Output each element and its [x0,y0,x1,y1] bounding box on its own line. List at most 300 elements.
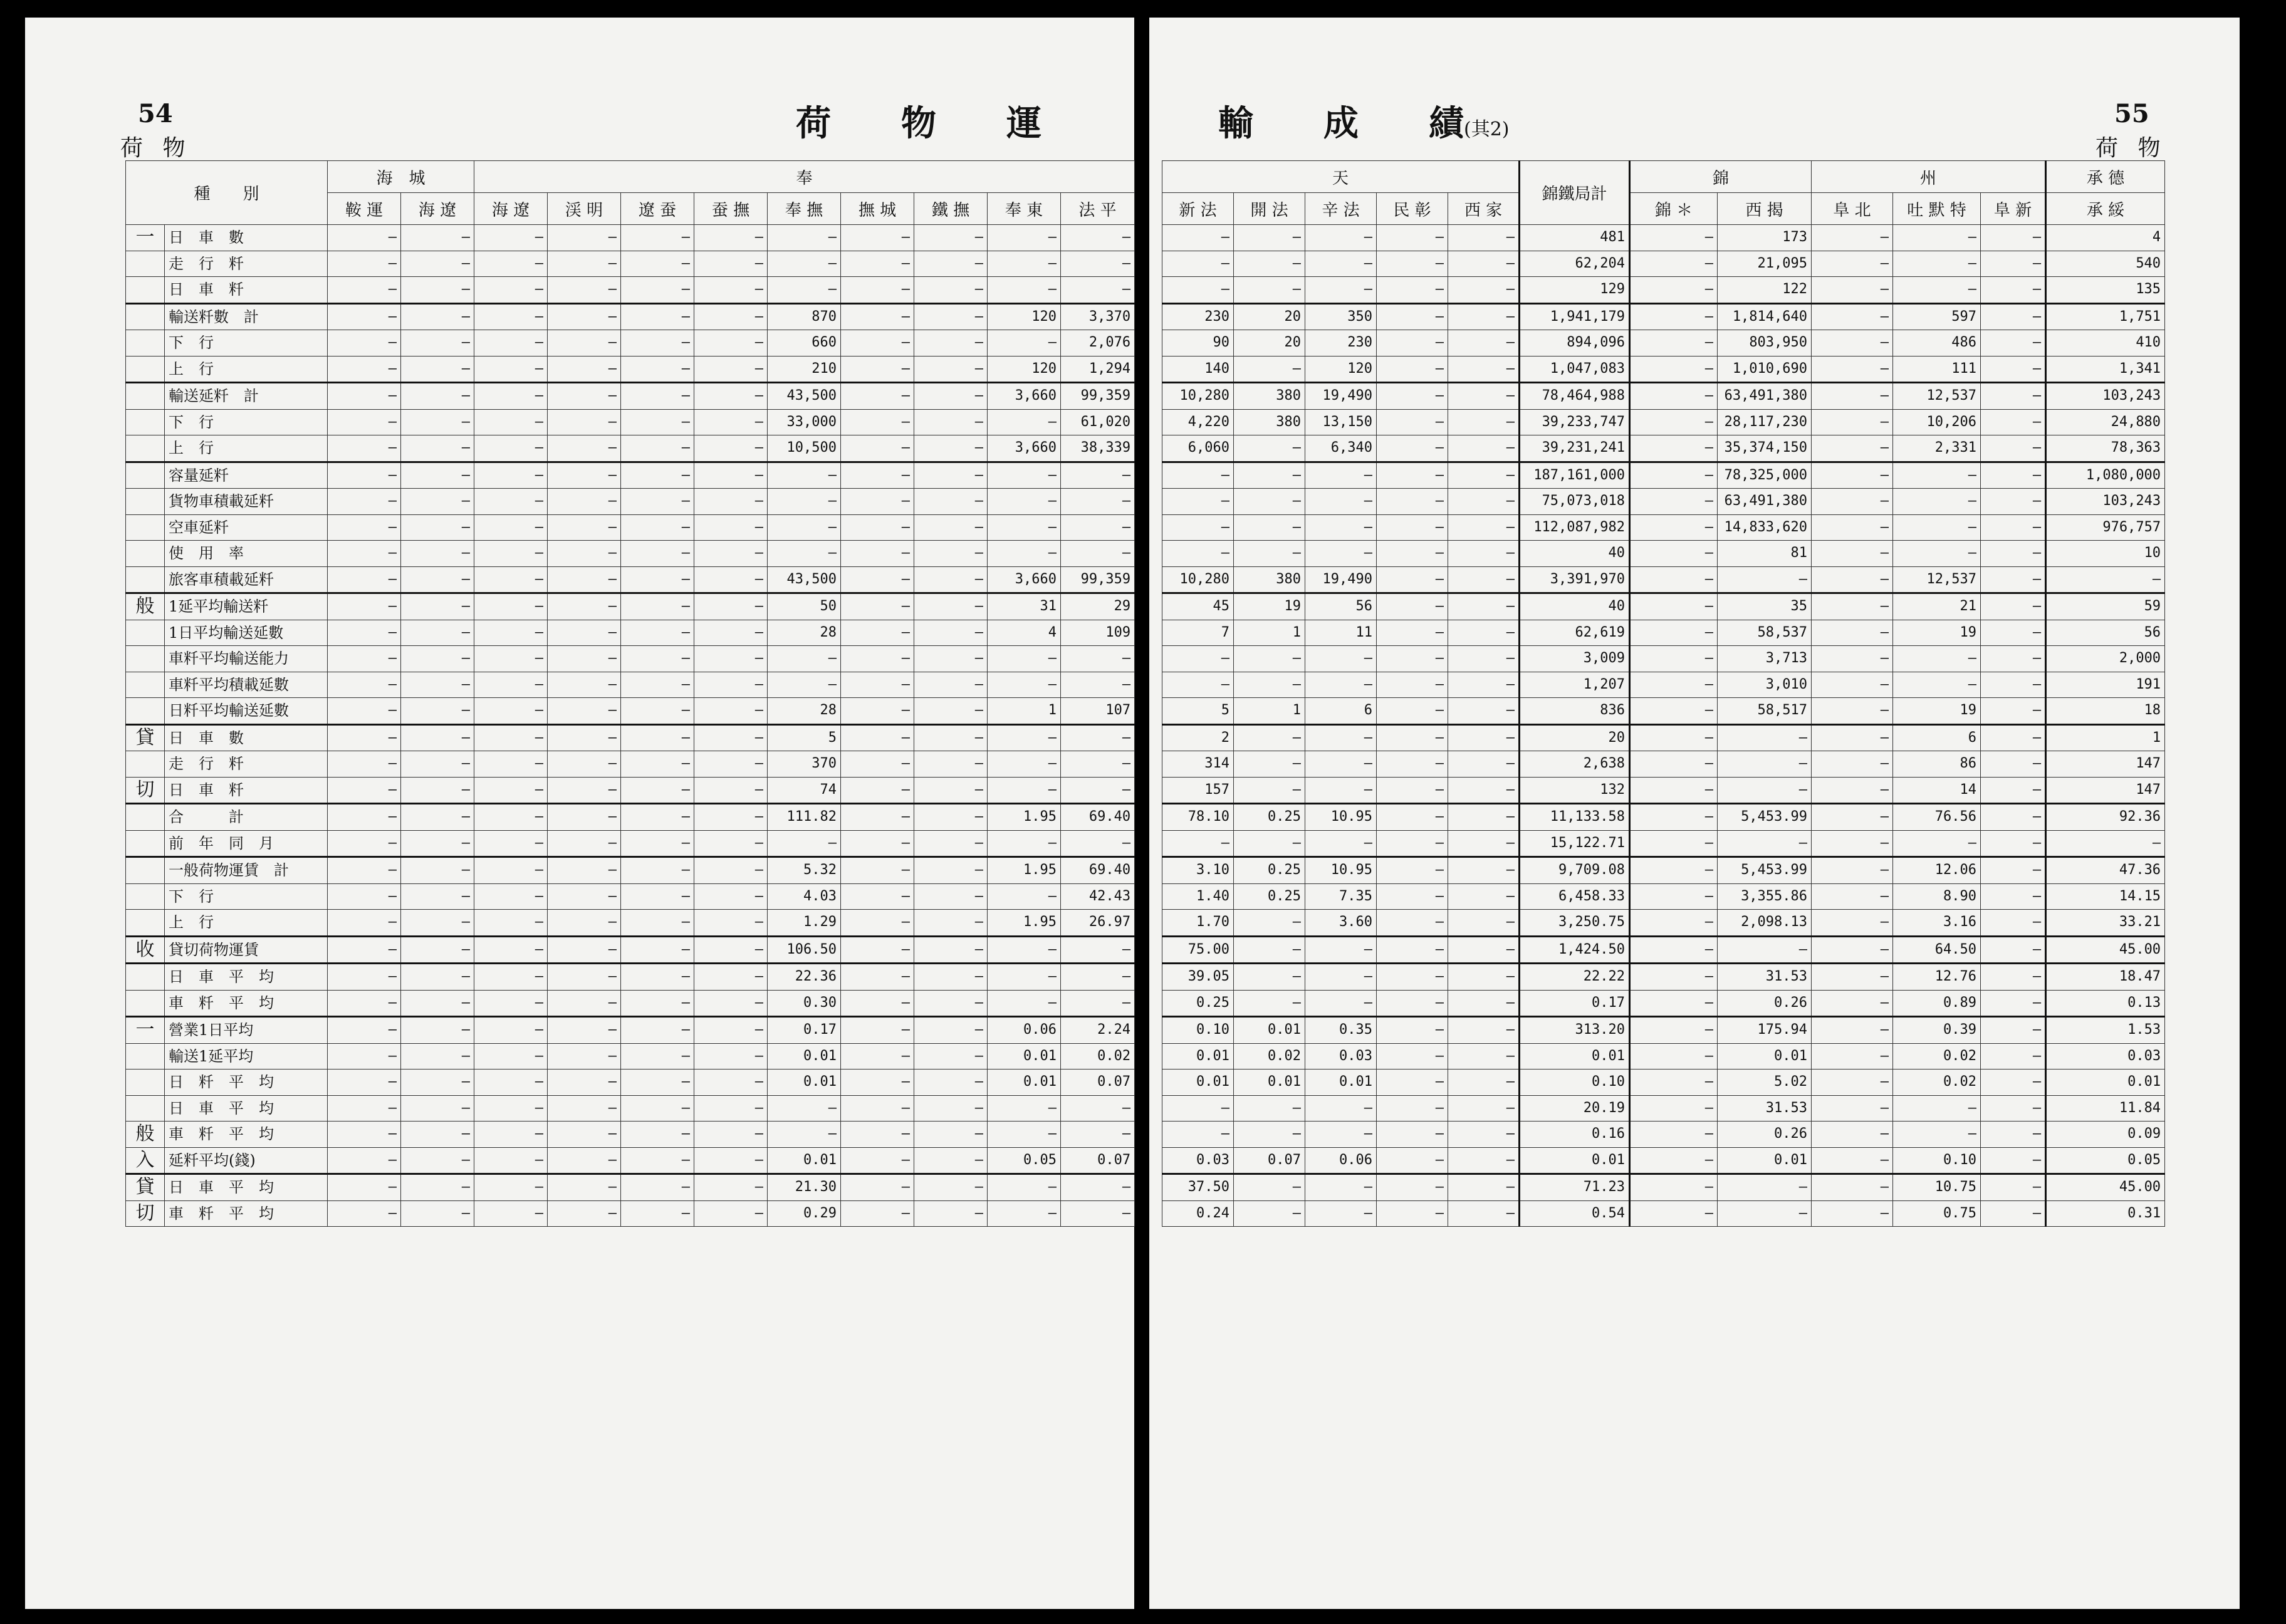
data-cell: — [914,672,988,698]
data-cell: — [1448,489,1520,515]
data-cell: — [548,698,621,725]
data-cell: — [548,804,621,831]
data-cell: — [1061,672,1135,698]
data-cell: — [474,672,548,698]
data-cell: — [768,462,841,489]
data-cell: — [1630,936,1718,964]
data-cell: — [1377,356,1448,383]
column-header: 承 綏 [2046,193,2165,225]
data-cell: 11,133.58 [1520,804,1630,831]
data-cell: 18.47 [2046,964,2165,991]
right-title-suffix: (其2) [1464,118,1510,140]
data-cell: — [474,1200,548,1227]
data-cell: — [1234,724,1305,751]
data-cell: — [1630,1017,1718,1044]
data-cell: — [1981,990,2046,1017]
data-cell: 135 [2046,277,2165,304]
data-cell: 0.75 [1893,1200,1981,1227]
table-row [1162,672,2165,698]
data-cell: 14.15 [2046,883,2165,910]
data-cell: — [621,462,694,489]
data-cell: — [401,620,474,646]
data-cell: — [1234,672,1305,698]
data-cell: 31.53 [1718,1095,1812,1122]
data-cell: — [548,646,621,672]
data-cell: — [328,830,401,857]
table-row [1162,751,2165,778]
data-cell: — [401,541,474,567]
data-cell: — [474,356,548,383]
data-cell: — [914,1200,988,1227]
data-cell: — [1162,646,1234,672]
data-cell: — [1061,514,1135,541]
table-row [1162,1200,2165,1227]
table-row [126,566,1135,593]
data-cell: — [1377,1017,1448,1044]
row-group-label [126,751,165,778]
data-cell: — [328,883,401,910]
row-group-label: 貸 [126,1174,165,1201]
data-cell: — [548,672,621,698]
data-cell: — [694,698,768,725]
header-category: 種 別 [126,161,328,225]
data-cell: — [1630,724,1718,751]
data-cell: — [1981,277,2046,304]
data-cell: 0.01 [1162,1070,1234,1096]
data-cell: — [694,910,768,937]
data-cell: — [621,303,694,330]
data-cell: — [1981,698,2046,725]
data-cell: 3.10 [1162,857,1234,884]
data-cell: — [474,303,548,330]
data-cell: — [768,672,841,698]
header-chengde: 承 德 [2046,161,2165,193]
data-cell: — [1061,990,1135,1017]
row-group-label [126,251,165,277]
data-cell: 3,370 [1061,303,1135,330]
data-cell: — [1812,1122,1893,1148]
data-cell: — [1162,489,1234,515]
data-cell: — [914,1147,988,1174]
data-cell: 90 [1162,330,1234,357]
data-cell: — [1630,804,1718,831]
table-row [126,672,1135,698]
row-group-label: 收 [126,936,165,964]
data-cell: — [1981,383,2046,410]
data-cell: — [1377,990,1448,1017]
data-cell: — [1448,990,1520,1017]
data-cell: — [1061,646,1135,672]
data-cell: — [694,1095,768,1122]
column-header: 新 法 [1162,193,1234,225]
data-cell: — [1981,1043,2046,1070]
data-cell: — [1981,1095,2046,1122]
data-cell: 0.13 [2046,990,2165,1017]
data-cell: 31.53 [1718,964,1812,991]
data-cell: — [328,804,401,831]
table-row [126,383,1135,410]
data-cell: — [1630,541,1718,567]
data-cell: 12,537 [1893,383,1981,410]
data-cell: — [1630,777,1718,804]
header-jinzhou-total: 錦鐵局計 [1520,161,1630,225]
row-group-label [126,462,165,489]
data-cell: — [1630,462,1718,489]
data-cell: 0.17 [768,1017,841,1044]
data-cell: — [914,964,988,991]
data-cell: 0.89 [1893,990,1981,1017]
data-cell: — [841,303,914,330]
data-cell: — [988,514,1061,541]
data-cell: — [1305,251,1377,277]
data-cell: — [914,330,988,357]
table-row [126,910,1135,937]
data-cell: 7.35 [1305,883,1377,910]
data-cell: — [474,1043,548,1070]
data-cell: — [1630,1174,1718,1201]
row-label: 車 粁 平 均 [165,990,328,1017]
data-cell: — [1812,672,1893,698]
data-cell: — [841,1095,914,1122]
data-cell: — [1981,593,2046,620]
data-cell: 0.03 [1162,1147,1234,1174]
data-cell: 370 [768,751,841,778]
data-cell: — [1234,1200,1305,1227]
data-cell: — [841,777,914,804]
data-cell: — [1812,936,1893,964]
data-cell: — [988,936,1061,964]
data-cell: — [548,435,621,462]
data-cell: 1,080,000 [2046,462,2165,489]
data-cell: — [1377,1174,1448,1201]
data-cell: 10.75 [1893,1174,1981,1201]
data-cell: — [401,672,474,698]
data-cell: — [694,857,768,884]
data-cell: 3.16 [1893,910,1981,937]
table-row [1162,964,2165,991]
data-cell: 33.21 [2046,910,2165,937]
column-header: 撫 城 [841,193,914,225]
data-cell: 10,500 [768,435,841,462]
data-cell: — [1234,514,1305,541]
data-cell: — [1812,1095,1893,1122]
data-cell: — [1377,541,1448,567]
data-cell: 0.54 [1520,1200,1630,1227]
data-cell: — [1061,724,1135,751]
data-cell: — [1630,964,1718,991]
data-cell: — [328,964,401,991]
data-cell: — [841,724,914,751]
data-cell: — [1377,1070,1448,1096]
data-cell: — [914,383,988,410]
data-cell: 20 [1234,330,1305,357]
data-cell: — [914,857,988,884]
data-cell: — [1234,777,1305,804]
data-cell: — [621,225,694,251]
data-cell: 78,464,988 [1520,383,1630,410]
row-label: 貸切荷物運賃 [165,936,328,964]
data-cell: — [548,1070,621,1096]
data-cell: — [474,251,548,277]
data-cell: — [841,936,914,964]
data-cell: 140 [1162,356,1234,383]
data-cell: 120 [988,356,1061,383]
data-cell: — [1448,910,1520,937]
data-cell: — [621,489,694,515]
data-cell: — [474,409,548,435]
data-cell: 175.94 [1718,1017,1812,1044]
data-cell: 0.25 [1234,857,1305,884]
data-cell: 1 [988,698,1061,725]
data-cell: — [841,1174,914,1201]
data-cell: 50 [768,593,841,620]
data-cell: 187,161,000 [1520,462,1630,489]
data-cell: 0.02 [1234,1043,1305,1070]
data-cell: 0.07 [1234,1147,1305,1174]
data-cell: 28,117,230 [1718,409,1812,435]
column-header: 民 彰 [1377,193,1448,225]
column-header: 阜 新 [1981,193,2046,225]
table-row [1162,356,2165,383]
row-label: 空車延粁 [165,514,328,541]
data-cell: — [1893,830,1981,857]
table-row [1162,1017,2165,1044]
data-cell: 2.24 [1061,1017,1135,1044]
data-cell: — [768,225,841,251]
data-cell: — [914,698,988,725]
data-cell: — [914,277,988,304]
data-cell: — [401,1200,474,1227]
data-cell: 2,076 [1061,330,1135,357]
data-cell: 40 [1520,593,1630,620]
data-cell: — [1448,1017,1520,1044]
data-cell: 56 [1305,593,1377,620]
data-cell: 147 [2046,751,2165,778]
data-cell: 2,331 [1893,435,1981,462]
data-cell: — [1305,1122,1377,1148]
data-cell: — [1305,277,1377,304]
data-cell: — [548,489,621,515]
data-cell: — [1981,964,2046,991]
data-cell: — [1061,1174,1135,1201]
data-cell: — [1630,698,1718,725]
data-cell: — [694,251,768,277]
data-cell: — [1812,990,1893,1017]
data-cell: — [914,751,988,778]
data-cell: — [694,646,768,672]
data-cell: — [1305,225,1377,251]
data-cell: — [1234,830,1305,857]
data-cell: 10.95 [1305,857,1377,884]
table-row [1162,462,2165,489]
table-row [126,462,1135,489]
data-cell: — [1630,409,1718,435]
data-cell: 39.05 [1162,964,1234,991]
data-cell: — [1630,646,1718,672]
table-row [126,1043,1135,1070]
data-cell: — [1377,1147,1448,1174]
table-row [126,1122,1135,1148]
data-cell: — [401,751,474,778]
data-cell: — [1630,303,1718,330]
table-row [126,541,1135,567]
data-cell: 5,453.99 [1718,804,1812,831]
data-cell: — [1377,383,1448,410]
row-group-label [126,910,165,937]
data-cell: — [1377,646,1448,672]
table-row [126,646,1135,672]
row-label: 輸送1延平均 [165,1043,328,1070]
data-cell: 26.97 [1061,910,1135,937]
data-cell: 4 [2046,225,2165,251]
data-cell: — [1630,277,1718,304]
column-header: 渓 明 [548,193,621,225]
data-cell: — [1812,541,1893,567]
row-group-label [126,409,165,435]
row-label: 延粁平均(錢) [165,1147,328,1174]
data-cell: — [988,1200,1061,1227]
data-cell: 0.01 [2046,1070,2165,1096]
data-cell: — [1162,225,1234,251]
data-cell: — [474,514,548,541]
data-cell: 313.20 [1520,1017,1630,1044]
data-cell: 0.25 [1234,804,1305,831]
table-row [1162,646,2165,672]
column-header: 辛 法 [1305,193,1377,225]
data-cell: 0.01 [1234,1070,1305,1096]
data-cell: 0.02 [1893,1043,1981,1070]
data-cell: — [841,462,914,489]
data-cell: — [1234,356,1305,383]
data-cell: — [841,1122,914,1148]
data-cell: 6,458.33 [1520,883,1630,910]
data-cell: — [548,620,621,646]
data-cell: — [401,1122,474,1148]
data-cell: — [474,330,548,357]
data-cell: 191 [2046,672,2165,698]
data-cell: — [694,330,768,357]
data-cell: 0.01 [1520,1147,1630,1174]
data-cell: — [988,646,1061,672]
data-cell: — [401,804,474,831]
row-label: 走 行 粁 [165,751,328,778]
data-cell: — [548,514,621,541]
data-cell: — [1061,777,1135,804]
data-cell: — [401,489,474,515]
data-cell: 103,243 [2046,489,2165,515]
data-cell: — [1377,698,1448,725]
data-cell: — [1981,804,2046,831]
data-cell: — [1061,251,1135,277]
data-cell: — [328,751,401,778]
data-cell: 0.29 [768,1200,841,1227]
data-cell: — [1981,672,2046,698]
table-row [1162,857,2165,884]
data-cell: — [474,883,548,910]
data-cell: — [1630,1095,1718,1122]
data-cell: — [621,830,694,857]
data-cell: — [841,1017,914,1044]
data-cell: — [1893,462,1981,489]
row-group-label [126,277,165,304]
left-page-subtitle: 荷 物 [120,135,192,161]
data-cell: — [401,566,474,593]
row-label: 1延平均輸送粁 [165,593,328,620]
data-cell: 380 [1234,566,1305,593]
data-cell: — [1718,1174,1812,1201]
data-cell: — [1630,251,1718,277]
data-cell: — [328,541,401,567]
data-cell: — [328,462,401,489]
data-cell: — [548,990,621,1017]
data-cell: 15,122.71 [1520,830,1630,857]
table-row [126,777,1135,804]
data-cell: — [548,251,621,277]
row-group-label [126,330,165,357]
table-row [1162,593,2165,620]
table-row [1162,1122,2165,1148]
data-cell: 4,220 [1162,409,1234,435]
data-cell: — [1234,1174,1305,1201]
data-cell: — [474,1017,548,1044]
table-row [126,1070,1135,1096]
data-cell: — [1448,435,1520,462]
data-cell: — [914,303,988,330]
data-cell: — [1812,1017,1893,1044]
column-header: 西 家 [1448,193,1520,225]
data-cell: — [1377,857,1448,884]
data-cell: 486 [1893,330,1981,357]
data-cell: — [401,303,474,330]
data-cell: — [1718,724,1812,751]
data-cell: — [1448,751,1520,778]
data-cell: — [474,620,548,646]
data-cell: 20 [1234,303,1305,330]
data-cell: 803,950 [1718,330,1812,357]
data-cell: — [1448,830,1520,857]
data-cell: 0.16 [1520,1122,1630,1148]
data-cell: — [988,541,1061,567]
data-cell: 6,060 [1162,435,1234,462]
data-cell: — [1305,1200,1377,1227]
data-cell: 76.56 [1893,804,1981,831]
data-cell: 0.26 [1718,990,1812,1017]
data-cell: 37.50 [1162,1174,1234,1201]
data-cell: — [694,566,768,593]
data-cell: — [621,1095,694,1122]
row-group-label [126,435,165,462]
data-cell: — [1630,1200,1718,1227]
data-cell: 14,833,620 [1718,514,1812,541]
table-row [126,435,1135,462]
data-cell: — [548,724,621,751]
data-cell: 0.01 [1234,1017,1305,1044]
table-row [1162,724,2165,751]
table-row [1162,698,2165,725]
data-cell: 21.30 [768,1174,841,1201]
data-cell: — [548,936,621,964]
table-row [1162,514,2165,541]
data-cell: — [694,514,768,541]
data-cell: 1.70 [1162,910,1234,937]
data-cell: — [1448,1174,1520,1201]
data-cell: — [1630,620,1718,646]
right-data-table [1162,160,2165,1227]
row-label: 車粁平均積載延數 [165,672,328,698]
data-cell: — [988,409,1061,435]
row-group-label [126,356,165,383]
data-cell: — [1061,1122,1135,1148]
